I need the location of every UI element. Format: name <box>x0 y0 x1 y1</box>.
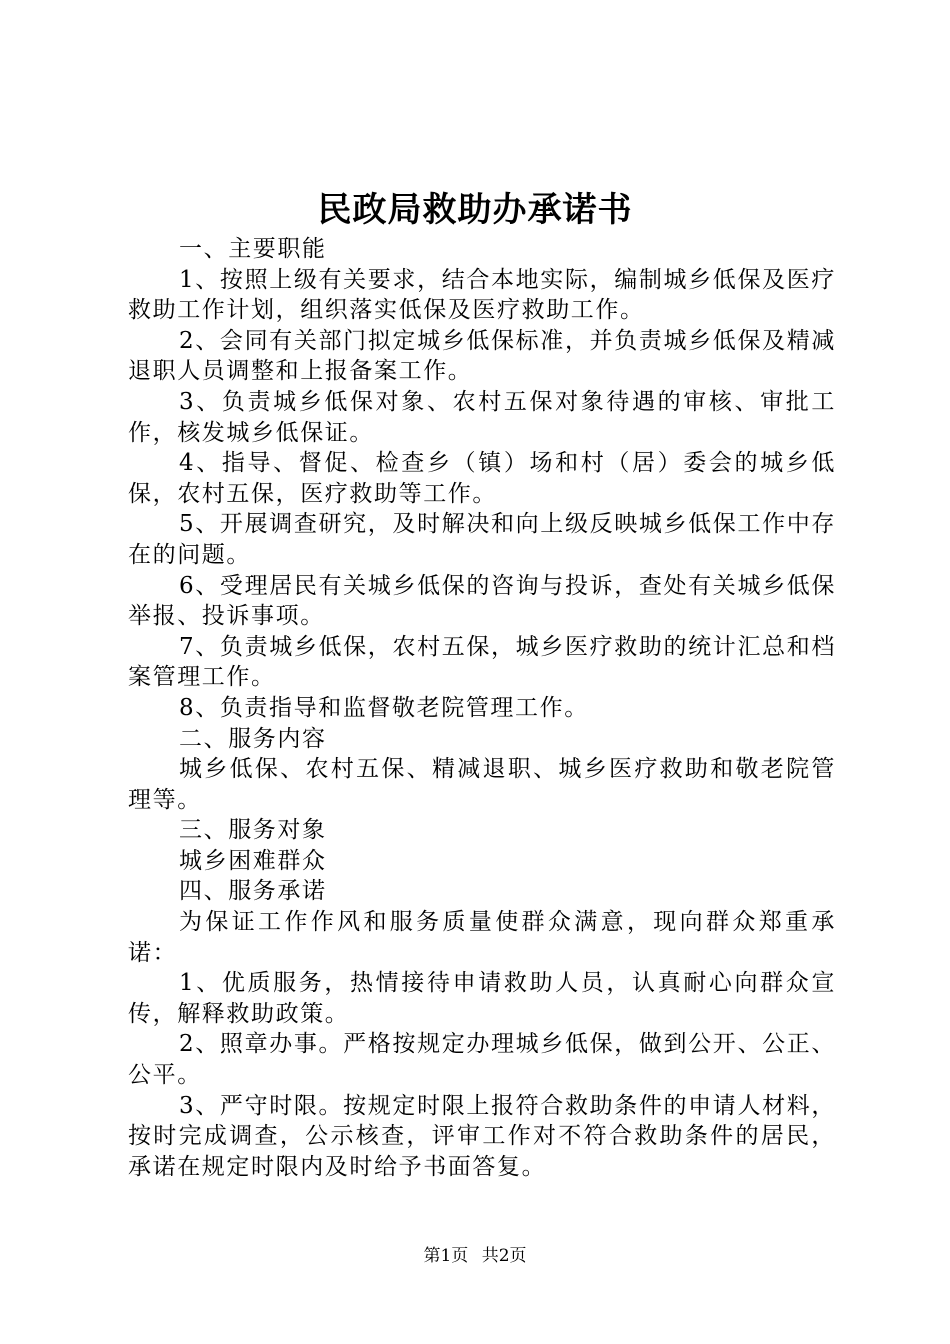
document-title: 民政局救助办承诺书 <box>317 190 633 230</box>
body-paragraph: 1、优质服务，热情接待申请救助人员，认真耐心向群众宣传，解释救助政策。 <box>128 970 836 1027</box>
body-paragraph: 7、负责城乡低保，农村五保，城乡医疗救助的统计汇总和档案管理工作。 <box>128 633 836 691</box>
body-paragraph: 为保证工作作风和服务质量使群众满意，现向群众郑重承诺： <box>128 909 836 966</box>
section-heading-services: 二、服务内容 <box>179 725 327 752</box>
page-footer <box>0 1244 950 1268</box>
body-paragraph: 5、开展调查研究，及时解决和向上级反映城乡低保工作中存在的问题。 <box>128 511 836 568</box>
body-paragraph: 8、负责指导和监督敬老院管理工作。 <box>179 694 589 721</box>
section-heading-functions: 一、主要职能 <box>179 236 327 262</box>
body-paragraph: 城乡困难群众 <box>179 847 327 874</box>
body-paragraph: 1、按照上级有关要求，结合本地实际，编制城乡低保及医疗救助工作计划，组织落实低保及医疗救助工作。 <box>128 266 836 324</box>
page-total: 共2页 <box>481 1246 527 1266</box>
body-paragraph: 3、负责城乡低保对象、农村五保对象待遇的审核、审批工作，核发城乡低保证。 <box>128 388 836 446</box>
section-heading-commitments: 四、服务承诺 <box>179 878 327 905</box>
body-paragraph: 3、严守时限。按规定时限上报符合救助条件的申请人材料，按时完成调查，公示核查，评审工作对不符合救助条件的居民，承诺在规定时限内及时给予书面答复。 <box>128 1092 836 1180</box>
document-body <box>128 234 836 1182</box>
body-paragraph: 城乡低保、农村五保、精减退职、城乡医疗救助和敬老院管理等。 <box>128 756 836 813</box>
body-paragraph: 4、指导、督促、检查乡（镇）场和村（居）委会的城乡低保，农村五保，医疗救助等工作。 <box>128 450 836 507</box>
section-heading-targets: 三、服务对象 <box>179 817 327 844</box>
body-paragraph: 2、会同有关部门拟定城乡低保标准，并负责城乡低保及精减退职人员调整和上报备案工作。 <box>128 327 836 385</box>
body-paragraph: 2、照章办事。严格按规定办理城乡低保，做到公开、公正、公平。 <box>128 1031 836 1089</box>
page-number: 第1页 <box>423 1246 469 1266</box>
body-paragraph: 6、受理居民有关城乡低保的咨询与投诉，查处有关城乡低保举报、投诉事项。 <box>128 572 836 630</box>
